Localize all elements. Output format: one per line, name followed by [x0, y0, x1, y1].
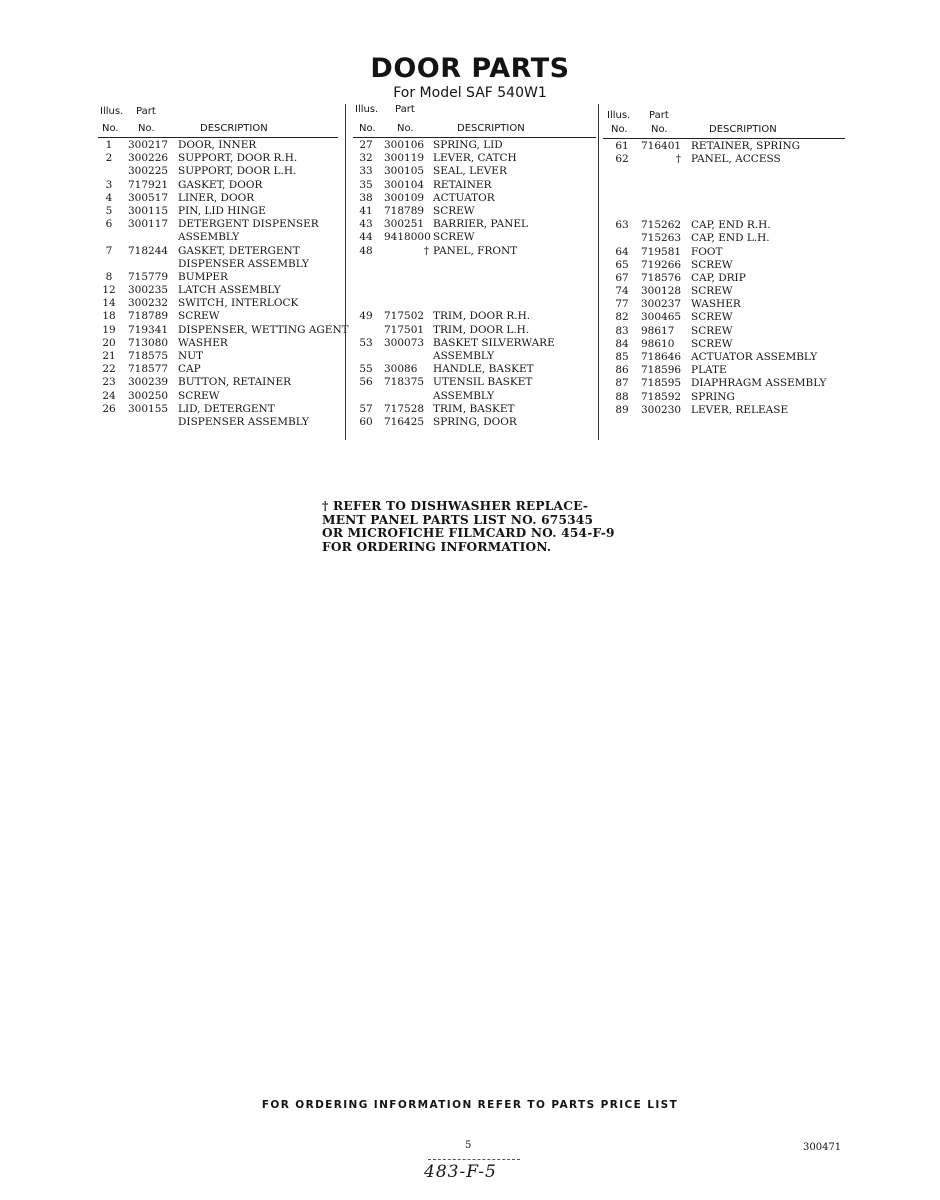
part-number: 300105	[384, 165, 425, 178]
part-description: ASSEMBLY	[433, 350, 495, 362]
header-rule	[353, 137, 596, 138]
part-description: DOOR, INNER	[178, 139, 257, 151]
illus-number: 7	[105, 244, 113, 257]
illus-number: 3	[105, 178, 113, 191]
part-header-line2: No.	[651, 124, 668, 135]
parts-row	[98, 258, 338, 271]
part-number: 300109	[384, 191, 425, 204]
document-number: 300471	[803, 1142, 842, 1153]
parts-row	[353, 205, 596, 218]
parts-row	[353, 363, 596, 376]
parts-row	[353, 324, 596, 337]
part-number: 98610	[641, 337, 675, 350]
parts-row	[98, 179, 338, 192]
parts-row	[603, 180, 845, 193]
illus-number: 61	[615, 140, 629, 152]
parts-row	[98, 192, 338, 205]
parts-row	[603, 404, 845, 417]
column-divider	[598, 104, 599, 440]
part-description: GASKET, DETERGENT	[178, 244, 300, 257]
part-description: TRIM, DOOR R.H.	[433, 310, 531, 323]
part-description: SEAL, LEVER	[433, 165, 507, 178]
part-number: 718596	[641, 364, 682, 377]
part-number: 30086	[384, 363, 418, 376]
illus-number: 43	[359, 218, 373, 231]
parts-rows	[353, 139, 596, 429]
illus-number: 88	[615, 390, 629, 403]
part-header-line2: No.	[397, 123, 414, 134]
illus-number: 84	[615, 337, 629, 350]
part-number: 713080	[128, 336, 169, 349]
part-description: SCREW	[691, 285, 733, 298]
parts-row	[603, 377, 845, 390]
parts-row	[353, 218, 596, 231]
illus-number: 14	[102, 297, 116, 310]
part-description: BARRIER, PANEL	[433, 218, 529, 231]
part-number: 300230	[641, 403, 682, 416]
part-number: 718577	[128, 363, 169, 376]
dashed-divider	[428, 1159, 520, 1160]
parts-row	[98, 350, 338, 363]
illus-number: 6	[105, 218, 113, 231]
parts-row	[353, 403, 596, 416]
part-description: ACTUATOR ASSEMBLY	[691, 351, 818, 363]
illus-number: 83	[615, 324, 629, 337]
parts-row	[353, 245, 596, 258]
part-description: TRIM, BASKET	[433, 402, 515, 415]
illus-number: 22	[102, 363, 116, 376]
part-number: 300119	[384, 152, 425, 165]
parts-row	[98, 152, 338, 165]
illus-number: 53	[359, 336, 373, 349]
illus-number: 87	[615, 377, 629, 390]
part-number: 716401	[641, 140, 682, 152]
part-description: LEVER, CATCH	[433, 152, 517, 165]
parts-row	[98, 139, 338, 152]
part-number: 300232	[128, 297, 169, 310]
part-number: 300115	[128, 204, 169, 217]
parts-row	[98, 284, 338, 297]
part-description: WASHER	[691, 298, 741, 311]
part-description: ACTUATOR	[433, 191, 495, 204]
part-description: CAP, END R.H.	[691, 219, 771, 232]
parts-row	[603, 311, 845, 324]
part-description: GASKET, DOOR	[178, 178, 263, 191]
part-description: SUPPORT, DOOR R.H.	[178, 152, 298, 165]
part-description: SCREW	[178, 389, 220, 402]
part-number: 718244	[128, 244, 169, 257]
part-description: PIN, LID HINGE	[178, 204, 266, 217]
part-description: ASSEMBLY	[178, 231, 240, 244]
parts-row	[98, 323, 349, 337]
parts-row	[98, 218, 338, 231]
parts-row	[603, 259, 845, 272]
parts-row	[98, 403, 338, 416]
illus-number: 23	[102, 376, 116, 389]
handwritten-annotation: 483-F-5	[424, 1162, 497, 1182]
illus-number: 60	[359, 415, 373, 428]
part-description: NUT	[178, 350, 204, 362]
part-description: RETAINER	[433, 178, 492, 191]
parts-row	[603, 285, 845, 298]
part-number: 300217	[128, 139, 169, 151]
part-header-line1: Part	[649, 110, 669, 121]
part-description: BUTTON, RETAINER	[178, 376, 292, 389]
illus-number: 64	[615, 245, 629, 258]
parts-row	[353, 337, 596, 350]
illus-header-line2: No.	[611, 124, 628, 135]
illus-number: 89	[615, 403, 629, 416]
part-number: 719581	[641, 245, 682, 258]
part-description: CAP, DRIP	[691, 271, 746, 284]
part-description: SUPPORT, DOOR L.H.	[178, 165, 297, 178]
part-description: DETERGENT DISPENSER	[178, 218, 319, 231]
parts-row	[353, 390, 596, 403]
part-number: 300250	[128, 389, 169, 402]
part-description: SPRING, LID	[433, 139, 503, 151]
part-number: †	[675, 153, 681, 166]
model-subtitle: For Model SAF 540W1	[393, 85, 547, 101]
part-number: 718576	[641, 271, 682, 284]
part-number: †	[423, 244, 429, 257]
illus-number: 5	[105, 204, 113, 217]
parts-row	[98, 337, 338, 350]
parts-row	[98, 363, 338, 376]
parts-row	[353, 310, 596, 323]
header-rule	[98, 137, 338, 138]
parts-rows	[603, 140, 845, 417]
part-description: BUMPER	[178, 270, 228, 283]
illus-number: 35	[359, 178, 373, 191]
part-number: 715779	[128, 270, 169, 283]
illus-number: 77	[615, 298, 629, 311]
illus-number: 12	[102, 284, 116, 297]
illus-number: 44	[359, 231, 373, 244]
part-number: 300517	[128, 191, 169, 204]
parts-row	[353, 297, 596, 310]
parts-row	[98, 297, 338, 310]
parts-row	[603, 232, 845, 245]
part-number: 719266	[641, 258, 682, 271]
page-number: 5	[465, 1140, 472, 1151]
illus-number: 27	[359, 139, 373, 151]
part-description: PLATE	[691, 364, 727, 377]
parts-row	[603, 153, 845, 166]
parts-row	[98, 205, 338, 218]
part-number: 300117	[128, 218, 169, 231]
illus-number: 41	[359, 204, 373, 217]
header-rule	[603, 138, 845, 139]
parts-row	[603, 272, 845, 285]
parts-row	[98, 245, 338, 258]
part-description: DISPENSER ASSEMBLY	[178, 415, 309, 428]
illus-number: 2	[105, 152, 113, 165]
parts-row	[603, 364, 845, 377]
part-number: 718575	[128, 350, 169, 362]
part-number: 717502	[384, 310, 425, 323]
illus-number: 67	[615, 271, 629, 284]
part-description: DISPENSER, WETTING AGENT	[178, 323, 349, 336]
part-header-line1: Part	[136, 106, 156, 117]
part-number: 715263	[641, 232, 682, 245]
part-number: 718789	[128, 310, 169, 323]
parts-row	[98, 271, 338, 284]
illus-number: 8	[105, 270, 113, 283]
part-description: SPRING, DOOR	[433, 415, 517, 428]
parts-row	[603, 140, 845, 153]
part-number: 718646	[641, 351, 682, 363]
part-description: LEVER, RELEASE	[691, 403, 789, 416]
parts-row	[353, 284, 596, 297]
illus-header-line2: No.	[102, 123, 119, 134]
parts-row	[98, 165, 338, 178]
part-description: RETAINER, SPRING	[691, 140, 801, 152]
part-number: 300226	[128, 152, 169, 165]
description-header: DESCRIPTION	[457, 123, 525, 134]
description-header: DESCRIPTION	[200, 123, 268, 134]
part-description: LATCH ASSEMBLY	[178, 284, 281, 297]
part-number: 718595	[641, 377, 682, 390]
parts-row	[353, 192, 596, 205]
illus-number: 65	[615, 258, 629, 271]
part-description: HANDLE, BASKET	[433, 363, 534, 376]
part-description: BASKET SILVERWARE	[433, 336, 555, 349]
part-number: 715262	[641, 219, 682, 232]
part-description: TRIM, DOOR L.H.	[433, 323, 530, 336]
parts-row	[98, 390, 338, 403]
illus-number: 62	[615, 153, 629, 166]
parts-row	[353, 231, 596, 244]
parts-row	[98, 231, 338, 244]
part-description: CAP, END L.H.	[691, 232, 770, 245]
parts-row	[353, 152, 596, 165]
parts-row	[603, 193, 845, 206]
part-description: SCREW	[433, 231, 475, 244]
part-description: WASHER	[178, 336, 228, 349]
illus-number: 86	[615, 364, 629, 377]
part-number: 716425	[384, 415, 425, 428]
part-number: 300251	[384, 218, 425, 231]
part-description: DISPENSER ASSEMBLY	[178, 257, 309, 270]
replacement-panel-note	[322, 500, 622, 554]
parts-row	[98, 416, 338, 429]
part-number: 717501	[384, 323, 425, 336]
part-header-line1: Part	[395, 104, 415, 115]
parts-row	[98, 310, 338, 323]
illus-header-line2: No.	[359, 123, 376, 134]
part-number: 300155	[128, 402, 169, 415]
parts-row	[353, 179, 596, 192]
parts-row	[603, 351, 845, 364]
part-description: SWITCH, INTERLOCK	[178, 297, 299, 310]
parts-row	[603, 206, 845, 219]
parts-rows	[98, 139, 349, 429]
column-divider	[345, 104, 346, 440]
parts-row	[603, 338, 845, 351]
part-description: LID, DETERGENT	[178, 402, 275, 415]
part-number: 719341	[128, 323, 169, 336]
illus-header-line1: Illus.	[607, 110, 631, 121]
illus-number: 33	[359, 165, 373, 178]
parts-row	[603, 246, 845, 259]
part-description: SCREW	[433, 204, 475, 217]
illus-number: 1	[105, 139, 113, 151]
illus-number: 38	[359, 191, 373, 204]
part-description: DIAPHRAGM ASSEMBLY	[691, 377, 827, 390]
illus-number: 49	[359, 310, 373, 323]
part-number: 300235	[128, 284, 169, 297]
illus-number: 21	[102, 350, 116, 362]
part-number: 300104	[384, 178, 425, 191]
illus-number: 20	[102, 336, 116, 349]
illus-number: 85	[615, 351, 629, 363]
illus-number: 63	[615, 219, 629, 232]
illus-number: 18	[102, 310, 116, 323]
ordering-footer: FOR ORDERING INFORMATION REFER TO PARTS PRICE LIST	[261, 1099, 679, 1111]
part-number: 718592	[641, 390, 682, 403]
page-title: DOOR PARTS	[370, 53, 570, 84]
parts-row	[98, 376, 338, 389]
illus-number: 57	[359, 402, 373, 415]
part-number: 717528	[384, 402, 425, 415]
part-description: PANEL, ACCESS	[691, 153, 781, 166]
parts-row	[353, 416, 596, 429]
illus-number: 74	[615, 285, 629, 298]
part-description: ASSEMBLY	[433, 389, 495, 402]
part-number: 300465	[641, 311, 682, 324]
parts-row	[353, 350, 596, 363]
part-description: SCREW	[178, 310, 220, 323]
part-number: 718375	[384, 376, 425, 389]
part-description: FOOT	[691, 245, 723, 258]
parts-row	[603, 325, 845, 338]
illus-number: 19	[102, 323, 116, 336]
note-line: † REFER TO DISHWASHER REPLACE-	[322, 499, 589, 513]
part-description: SCREW	[691, 311, 733, 324]
parts-row	[603, 219, 845, 232]
part-description: LINER, DOOR	[178, 191, 255, 204]
illus-number: 32	[359, 152, 373, 165]
part-description: UTENSIL BASKET	[433, 376, 533, 389]
part-number: 300237	[641, 298, 682, 311]
part-description: SCREW	[691, 258, 733, 271]
part-description: PANEL, FRONT	[433, 244, 518, 257]
illus-header-line1: Illus.	[355, 104, 379, 115]
part-number: 300128	[641, 285, 682, 298]
parts-row	[603, 391, 845, 404]
parts-row	[353, 376, 596, 389]
part-number: 718789	[384, 204, 425, 217]
parts-row	[603, 298, 845, 311]
illus-header-line1: Illus.	[100, 106, 124, 117]
part-description: CAP	[178, 363, 201, 376]
part-number: 300073	[384, 336, 425, 349]
parts-row	[353, 271, 596, 284]
part-description: SCREW	[691, 337, 733, 350]
part-number: 300225	[128, 165, 169, 178]
description-header: DESCRIPTION	[709, 124, 777, 135]
part-number: 9418000	[384, 231, 431, 244]
parts-row	[603, 166, 845, 179]
illus-number: 4	[105, 191, 113, 204]
illus-number: 26	[102, 402, 116, 415]
parts-row	[353, 165, 596, 178]
note-line: OR MICROFICHE FILMCARD NO. 454-F-9	[322, 526, 615, 540]
note-line: MENT PANEL PARTS LIST NO. 675345	[322, 512, 594, 527]
note-line: FOR ORDERING INFORMATION.	[322, 539, 552, 554]
illus-number: 24	[102, 389, 116, 402]
part-header-line2: No.	[138, 123, 155, 134]
part-number: 98617	[641, 324, 675, 337]
part-number: 300106	[384, 139, 425, 151]
parts-row	[353, 258, 596, 271]
parts-row	[353, 139, 596, 152]
illus-number: 48	[359, 244, 373, 257]
part-number: 717921	[128, 178, 169, 191]
part-number: 300239	[128, 376, 169, 389]
illus-number: 56	[359, 376, 373, 389]
part-description: SCREW	[691, 324, 733, 337]
illus-number: 82	[615, 311, 629, 324]
part-description: SPRING	[691, 390, 735, 403]
illus-number: 55	[359, 363, 373, 376]
